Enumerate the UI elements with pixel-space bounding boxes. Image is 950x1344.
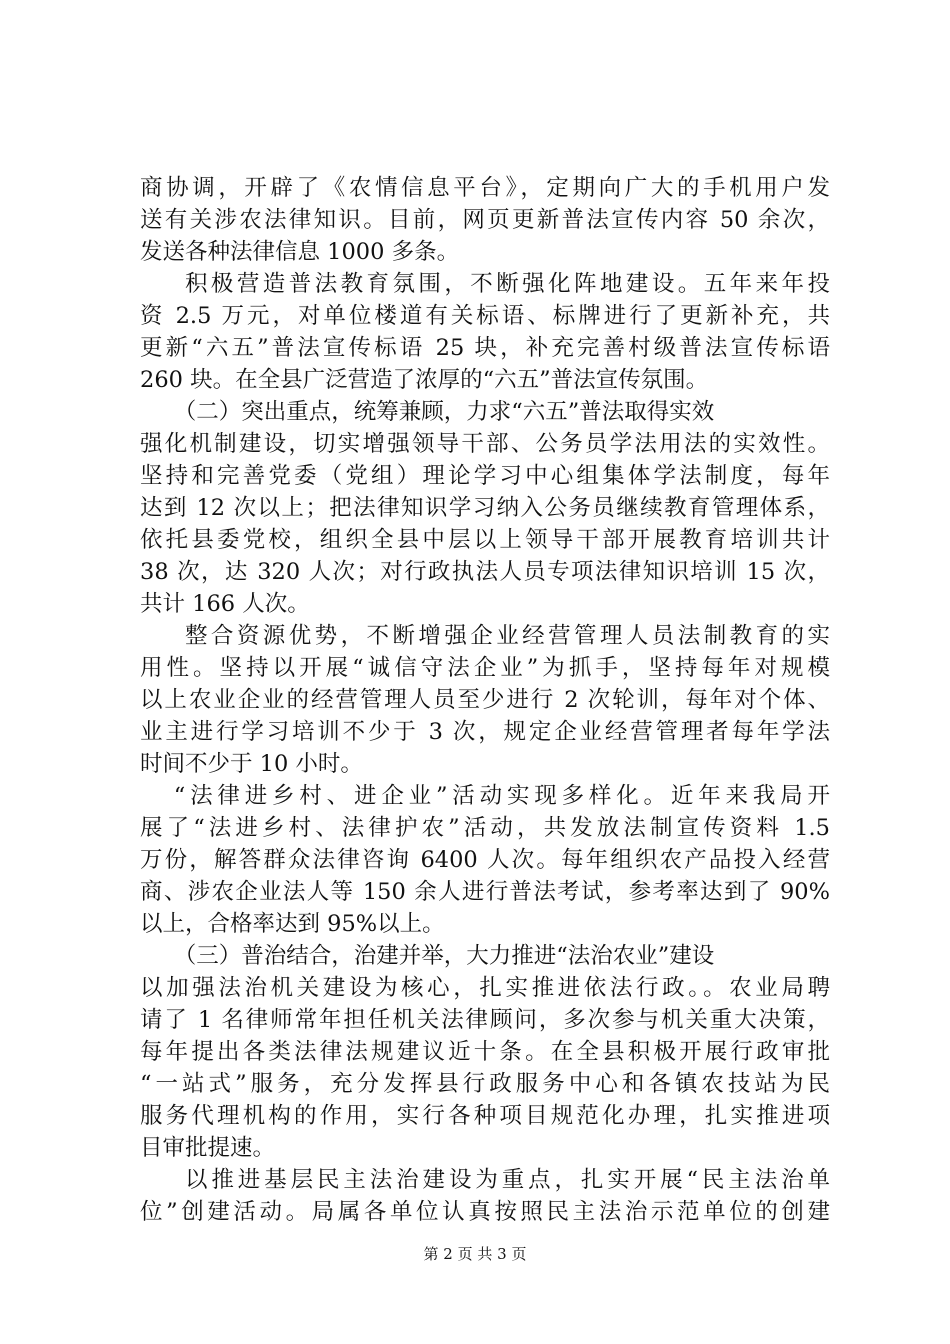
text-line: 每年提出各类法律法规建议近十条。在全县积极开展行政审批 xyxy=(140,1039,830,1065)
text-line: 以上农业企业的经营管理人员至少进行 2 次轮训，每年对个体、 xyxy=(140,687,830,713)
text-line: “法律进乡村、进企业”活动实现多样化。近年来我局开 xyxy=(173,783,830,809)
text-line: 强化机制建设，切实增强领导干部、公务员学法用法的实效性。 xyxy=(140,431,830,457)
text-line: 位”创建活动。局属各单位认真按照民主法治示范单位的创建 xyxy=(140,1199,830,1225)
text-line: 送有关涉农法律知识。目前，网页更新普法宣传内容 50 余次， xyxy=(140,207,830,233)
text-line: （二）突出重点，统筹兼顾，力求“六五”普法取得实效 xyxy=(173,399,715,425)
text-line: 更新“六五”普法宣传标语 25 块，补充完善村级普法宣传标语 xyxy=(140,335,830,361)
page-footer: 第 2 页 共 3 页 xyxy=(423,1245,527,1263)
text-line: 展了“法进乡村、法律护农”活动，共发放法制宣传资料 1.5 xyxy=(140,815,830,841)
document-body xyxy=(140,172,830,1228)
text-line: 商、涉农企业法人等 150 余人进行普法考试，参考率达到了 90% xyxy=(140,879,830,905)
text-line: 商协调，开辟了《农情信息平台》，定期向广大的手机用户发 xyxy=(140,175,830,201)
text-line: “一站式”服务，充分发挥县行政服务中心和各镇农技站为民 xyxy=(140,1071,830,1097)
text-line: 38 次，达 320 人次；对行政执法人员专项法律知识培训 15 次， xyxy=(140,559,830,585)
text-line: 时间不少于 10 小时。 xyxy=(140,751,363,777)
text-line: 资 2.5 万元，对单位楼道有关标语、标牌进行了更新补充，共 xyxy=(140,303,830,329)
text-line: 用性。坚持以开展“诚信守法企业”为抓手，坚持每年对规模 xyxy=(140,655,830,681)
text-line: 万份，解答群众法律咨询 6400 人次。每年组织农产品投入经营 xyxy=(140,847,830,873)
text-line: 以推进基层民主法治建设为重点，扎实开展“民主法治单 xyxy=(185,1167,830,1193)
text-line: 目审批提速。 xyxy=(140,1135,276,1161)
text-line: 积极营造普法教育氛围，不断强化阵地建设。五年来年投 xyxy=(185,271,830,297)
text-line: 坚持和完善党委（党组）理论学习中心组集体学法制度，每年 xyxy=(140,463,830,489)
text-line: 整合资源优势，不断增强企业经营管理人员法制教育的实 xyxy=(185,623,830,649)
text-line: 达到 12 次以上；把法律知识学习纳入公务员继续教育管理体系， xyxy=(140,495,830,521)
text-line: 服务代理机构的作用，实行各种项目规范化办理，扎实推进项 xyxy=(140,1103,830,1129)
text-line: （三）普治结合，治建并举，大力推进“法治农业”建设 xyxy=(173,943,715,969)
text-line: 依托县委党校，组织全县中层以上领导干部开展教育培训共计 xyxy=(140,527,830,553)
text-line: 共计 166 人次。 xyxy=(140,591,310,617)
text-line: 260 块。在全县广泛营造了浓厚的“六五”普法宣传氛围。 xyxy=(140,367,709,393)
text-line: 以上，合格率达到 95%以上。 xyxy=(140,911,445,937)
text-line: 请了 1 名律师常年担任机关法律顾问，多次参与机关重大决策， xyxy=(140,1007,830,1033)
text-line: 发送各种法律信息 1000 多条。 xyxy=(140,239,460,265)
text-line: 以加强法治机关建设为核心，扎实推进依法行政。。农业局聘 xyxy=(140,975,830,1001)
text-line: 业主进行学习培训不少于 3 次，规定企业经营管理者每年学法 xyxy=(140,719,830,745)
